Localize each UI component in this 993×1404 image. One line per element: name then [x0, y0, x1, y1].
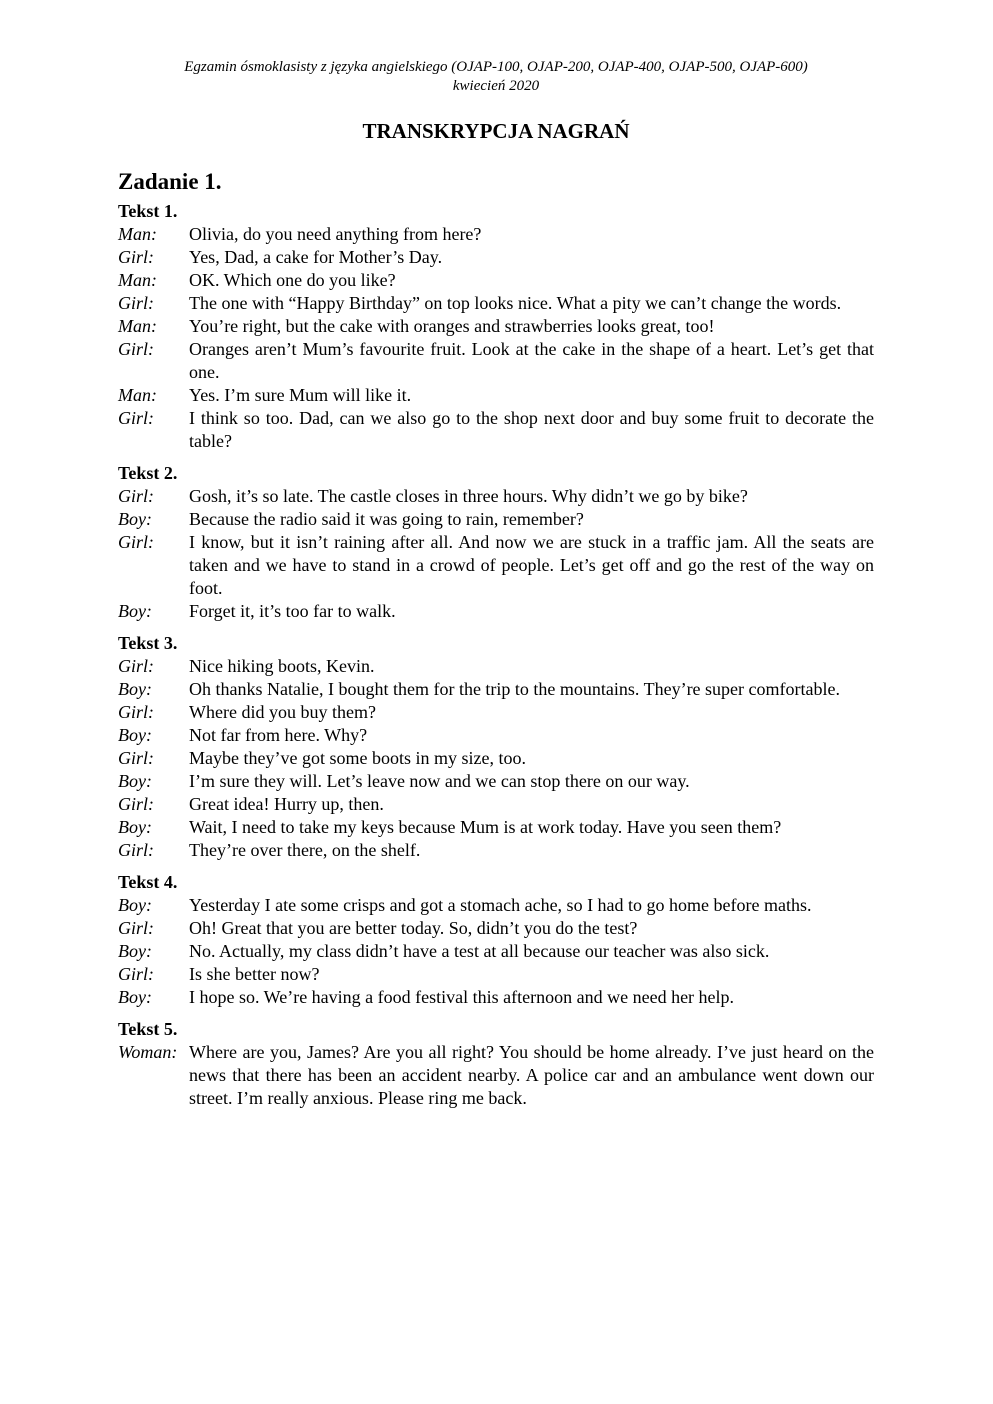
- transcript-section: [118, 200, 874, 453]
- speaker-label: Girl:: [118, 339, 154, 359]
- dialogue-line: [118, 269, 874, 292]
- dialogue-line: [118, 508, 874, 531]
- dialogue-line: [118, 531, 874, 600]
- dialogue-text: Yesterday I ate some crisps and got a stomach ache, so I had to go home before maths.: [189, 895, 812, 915]
- dialogue-line: [118, 701, 874, 724]
- speaker-label: Girl:: [118, 656, 154, 676]
- dialogue-line: [118, 384, 874, 407]
- dialogue-text: Gosh, it’s so late. The castle closes in three hours. Why didn’t we go by bike?: [189, 486, 748, 506]
- dialogue-line: [118, 793, 874, 816]
- speaker-label: Girl:: [118, 840, 154, 860]
- dialogue-line: [118, 839, 874, 862]
- speaker-label: Boy:: [118, 679, 152, 699]
- dialogue-line: [118, 894, 874, 917]
- dialogue-line: [118, 485, 874, 508]
- dialogue-text: Wait, I need to take my keys because Mum is at work today. Have you seen them?: [189, 817, 782, 837]
- document-page: [118, 58, 874, 1110]
- dialogue-text: Nice hiking boots, Kevin.: [189, 656, 375, 676]
- section-title: Tekst 4.: [118, 872, 178, 892]
- speaker-label: Boy:: [118, 895, 152, 915]
- transcript-section: [118, 871, 874, 1009]
- dialogue-line: [118, 940, 874, 963]
- dialogue-text: I hope so. We’re having a food festival this afternoon and we need her help.: [189, 987, 735, 1007]
- dialogue-line: [118, 1041, 874, 1110]
- dialogue-line: [118, 917, 874, 940]
- transcript-section: [118, 632, 874, 862]
- dialogue-text: Olivia, do you need anything from here?: [189, 224, 482, 244]
- dialogue-text: Great idea! Hurry up, then.: [189, 794, 384, 814]
- dialogue-line: [118, 724, 874, 747]
- speaker-label: Boy:: [118, 817, 152, 837]
- speaker-label: Girl:: [118, 702, 154, 722]
- speaker-label: Man:: [118, 224, 157, 244]
- dialogue-line: [118, 292, 874, 315]
- dialogue-text: Not far from here. Why?: [189, 725, 368, 745]
- speaker-label: Girl:: [118, 748, 154, 768]
- dialogue-line: [118, 986, 874, 1009]
- speaker-label: Girl:: [118, 532, 154, 552]
- dialogue-text: I think so too. Dad, can we also go to the shop next door and buy some fruit to decorate the table?: [189, 408, 874, 451]
- speaker-label: Girl:: [118, 794, 154, 814]
- speaker-label: Girl:: [118, 486, 154, 506]
- dialogue-line: [118, 315, 874, 338]
- speaker-label: Girl:: [118, 918, 154, 938]
- dialogue-line: [118, 770, 874, 793]
- dialogue-line: [118, 246, 874, 269]
- dialogue-line: [118, 223, 874, 246]
- dialogue-text: Forget it, it’s too far to walk.: [189, 601, 396, 621]
- speaker-label: Boy:: [118, 987, 152, 1007]
- dialogue-text: Because the radio said it was going to rain, remember?: [189, 509, 584, 529]
- speaker-label: Girl:: [118, 247, 154, 267]
- dialogue-text: They’re over there, on the shelf.: [189, 840, 421, 860]
- task-heading: Zadanie 1.: [118, 169, 222, 194]
- dialogue-text: Yes. I’m sure Mum will like it.: [189, 385, 412, 405]
- speaker-label: Woman:: [118, 1042, 178, 1062]
- dialogue-text: Where did you buy them?: [189, 702, 376, 722]
- dialogue-text: I know, but it isn’t raining after all. And now we are stuck in a traffic jam. All the seats are taken and we have to stand in a crowd of people. Let’s get off and go the rest of the way on foot.: [189, 532, 874, 598]
- speaker-label: Girl:: [118, 408, 154, 428]
- section-title: Tekst 2.: [118, 463, 178, 483]
- header-date: kwiecień 2020: [452, 78, 540, 94]
- speaker-label: Boy:: [118, 771, 152, 791]
- speaker-label: Girl:: [118, 293, 154, 313]
- speaker-label: Girl:: [118, 964, 154, 984]
- dialogue-text: Is she better now?: [189, 964, 320, 984]
- dialogue-line: [118, 655, 874, 678]
- dialogue-text: Maybe they’ve got some boots in my size, too.: [189, 748, 526, 768]
- speaker-label: Man:: [118, 316, 157, 336]
- dialogue-text: Oranges aren’t Mum’s favourite fruit. Look at the cake in the shape of a heart. Let’s get that one.: [189, 339, 874, 382]
- dialogue-text: Oh! Great that you are better today. So, didn’t you do the test?: [189, 918, 638, 938]
- dialogue-line: [118, 338, 874, 384]
- section-title: Tekst 3.: [118, 633, 178, 653]
- dialogue-text: OK. Which one do you like?: [189, 270, 396, 290]
- dialogue-text: I’m sure they will. Let’s leave now and we can stop there on our way.: [189, 771, 690, 791]
- speaker-label: Boy:: [118, 509, 152, 529]
- dialogue-line: [118, 816, 874, 839]
- speaker-label: Man:: [118, 270, 157, 290]
- speaker-label: Boy:: [118, 601, 152, 621]
- page-header: [118, 58, 874, 96]
- dialogue-text: Where are you, James? Are you all right? You should be home already. I’ve just heard on the news that there has been an accident nearby. A police car and an ambulance went down our street. I’m really anxious. Please ring me back.: [189, 1042, 874, 1108]
- transcript-sections: [118, 200, 874, 1110]
- transcript-section: [118, 1018, 874, 1110]
- dialogue-line: [118, 407, 874, 453]
- speaker-label: Boy:: [118, 941, 152, 961]
- dialogue-text: Oh thanks Natalie, I bought them for the trip to the mountains. They’re super comfortable.: [189, 679, 840, 699]
- section-title: Tekst 1.: [118, 201, 178, 221]
- page-title: TRANSKRYPCJA NAGRAŃ: [362, 119, 630, 143]
- dialogue-line: [118, 747, 874, 770]
- dialogue-line: [118, 600, 874, 623]
- speaker-label: Man:: [118, 385, 157, 405]
- dialogue-text: You’re right, but the cake with oranges and strawberries looks great, too!: [189, 316, 715, 336]
- transcript-section: [118, 462, 874, 623]
- dialogue-text: No. Actually, my class didn’t have a test at all because our teacher was also sick.: [189, 941, 770, 961]
- header-exam-name: Egzamin ósmoklasisty z języka angielskiego (OJAP-100, OJAP-200, OJAP-400, OJAP-500, OJAP-600): [184, 59, 808, 75]
- dialogue-line: [118, 963, 874, 986]
- speaker-label: Boy:: [118, 725, 152, 745]
- dialogue-text: Yes, Dad, a cake for Mother’s Day.: [189, 247, 443, 267]
- dialogue-text: The one with “Happy Birthday” on top looks nice. What a pity we can’t change the words.: [189, 293, 842, 313]
- dialogue-line: [118, 678, 874, 701]
- section-title: Tekst 5.: [118, 1019, 178, 1039]
